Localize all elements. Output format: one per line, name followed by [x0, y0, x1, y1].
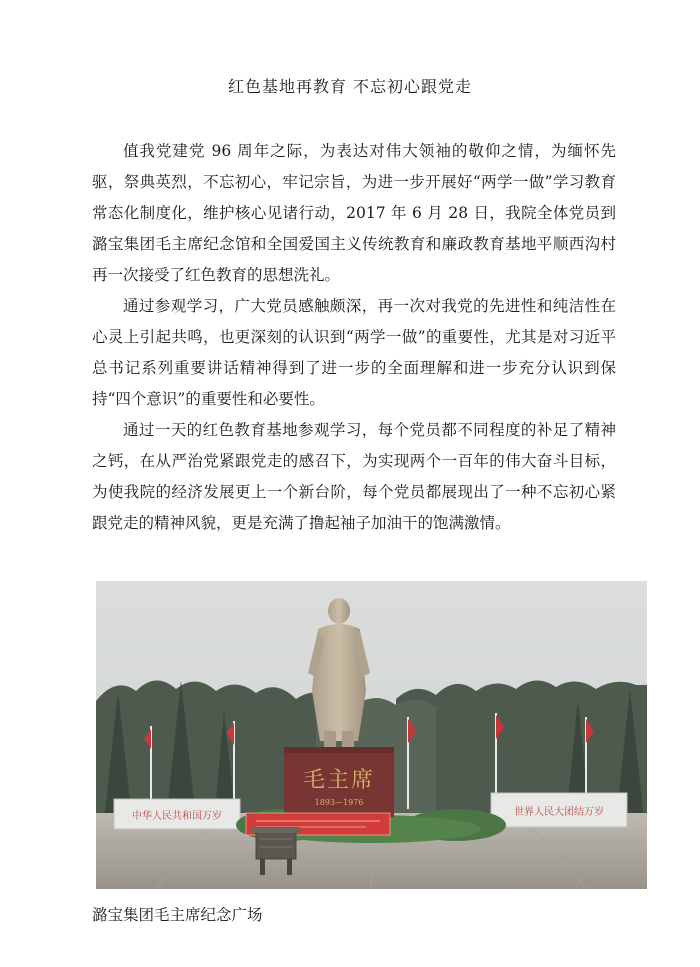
article-body: [92, 136, 616, 539]
paragraph-3: 通过一天的红色教育基地参观学习，每个党员都不同程度的补足了精神之钙，在从严治党紧跟党走的感召下，为实现两个一百年的伟大奋斗目标，为使我院的经济发展更上一个新台阶，每个党员都展现出了一种不忘初心紧跟党走的精神风貌，更是充满了撸起袖子加油干的饱满激情。: [92, 421, 616, 532]
pedestal-dates: 1893—1976: [314, 798, 364, 807]
photo-caption: 潞宝集团毛主席纪念广场: [92, 906, 263, 924]
pedestal-name: 毛主席: [302, 768, 376, 793]
right-wall-text: 世界人民大团结万岁: [514, 807, 604, 818]
memorial-square-photo: [96, 581, 647, 889]
left-wall-text: 中华人民共和国万岁: [132, 811, 222, 822]
paragraph-2: 通过参观学习，广大党员感触颇深，再一次对我党的先进性和纯洁性在心灵上引起共鸣，也更深刻的认识到“两学一做”的重要性，尤其是对习近平总书记系列重要讲话精神得到了进一步的全面理解和进一步充分认识到保持“四个意识”的重要性和必要性。: [92, 297, 616, 408]
page-title: 红色基地再教育 不忘初心跟党走: [227, 77, 473, 96]
paragraph-1: 值我党建党 96 周年之际，为表达对伟大领袖的敬仰之情，为缅怀先驱，祭典英烈，不忘初心，牢记宗旨，为进一步开展好“两学一做”学习教育常态化制度化，维护核心见诸行动，2017 年 6 月 28 日，我院全体党员到潞宝集团毛主席纪念馆和全国爱国主义传统教育和廉政教育基地平顺西沟村再一次接受了红色教育的思想洗礼。: [92, 142, 616, 284]
